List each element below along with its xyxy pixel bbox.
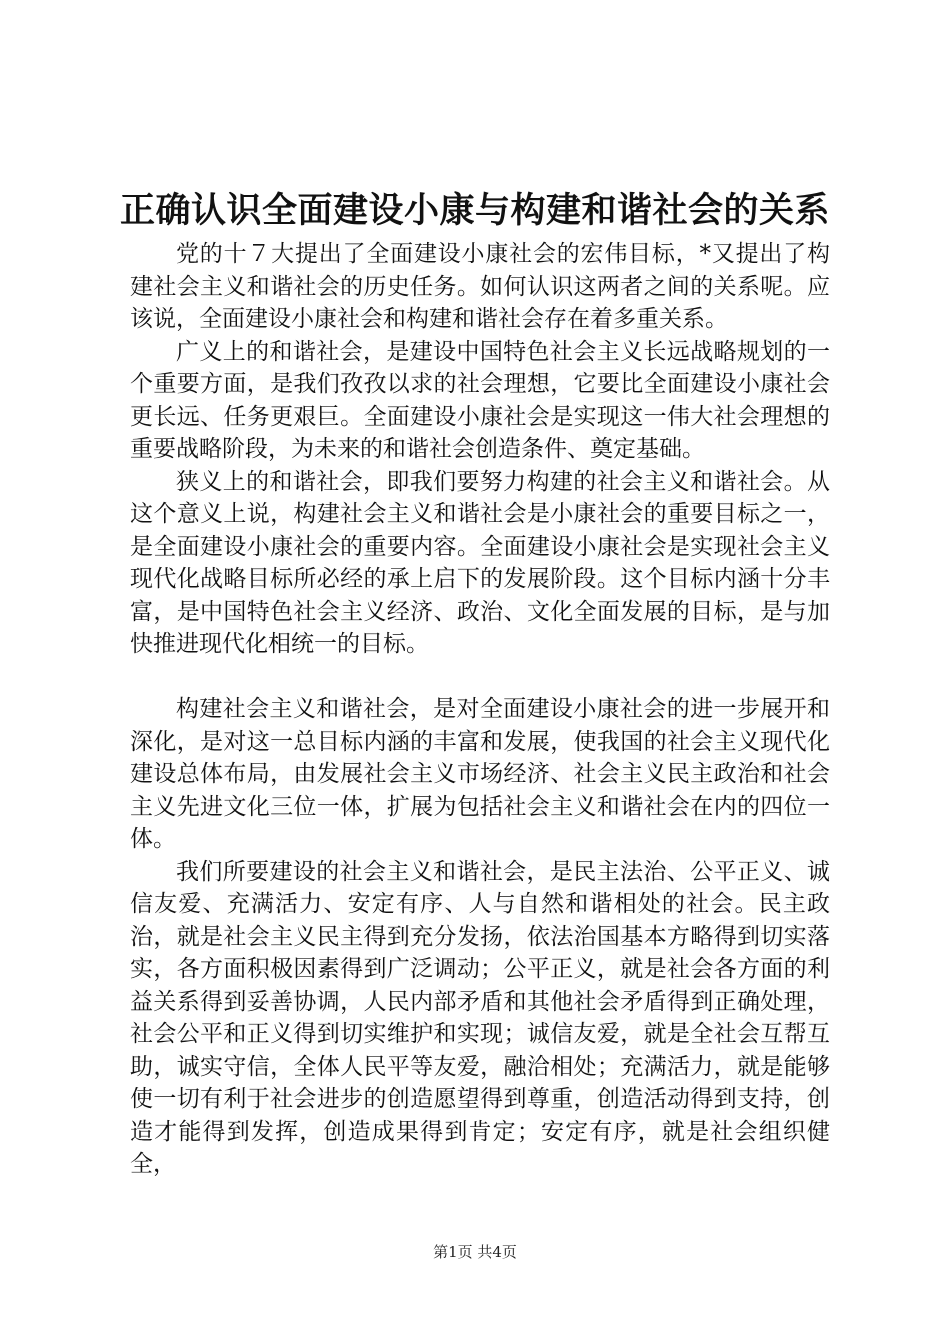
page-number-footer: 第1页 共4页: [433, 1243, 517, 1261]
paragraph-1: 党的十７大提出了全面建设小康社会的宏伟目标，*又提出了构建社会主义和谐社会的历史任务。如何认识这两者之间的关系呢。应该说，全面建设小康社会和构建和谐社会存在着多重关系。: [130, 241, 830, 332]
paragraph-4: 构建社会主义和谐社会，是对全面建设小康社会的进一步展开和深化，是对这一总目标内涵的丰富和发展，使我国的社会主义现代化建设总体布局，由发展社会主义市场经济、社会主义民主政治和社会主义先进文化三位一体，扩展为包括社会主义和谐社会在内的四位一体。: [130, 696, 830, 852]
paragraph-spacer: [130, 661, 830, 694]
paragraph-5: 我们所要建设的社会主义和谐社会，是民主法治、公平正义、诚信友爱、充满活力、安定有序、人与自然和谐相处的社会。民主政治，就是社会主义民主得到充分发扬，依法治国基本方略得到切实落实，各方面积极因素得到广泛调动；公平正义，就是社会各方面的利益关系得到妥善协调，人民内部矛盾和其他社会矛盾得到正确处理，社会公平和正义得到切实维护和实现；诚信友爱，就是全社会互帮互助，诚实守信，全体人民平等友爱，融洽相处；充满活力，就是能够使一切有利于社会进步的创造愿望得到尊重，创造活动得到支持，创造才能得到发挥，创造成果得到肯定；安定有序，就是社会组织健全，: [130, 858, 830, 1177]
document-body: [130, 238, 830, 1181]
document-title: 正确认识全面建设小康与构建和谐社会的关系: [119, 190, 830, 231]
paragraph-2: 广义上的和谐社会，是建设中国特色社会主义长远战略规划的一个重要方面，是我们孜孜以求的社会理想，它要比全面建设小康社会更长远、任务更艰巨。全面建设小康社会是实现这一伟大社会理想的重要战略阶段，为未来的和谐社会创造条件、奠定基础。: [130, 338, 830, 462]
paragraph-3: 狭义上的和谐社会，即我们要努力构建的社会主义和谐社会。从这个意义上说，构建社会主义和谐社会是小康社会的重要目标之一，是全面建设小康社会的重要内容。全面建设小康社会是实现社会主义现代化战略目标所必经的承上启下的发展阶段。这个目标内涵十分丰富，是中国特色社会主义经济、政治、文化全面发展的目标，是与加快推进现代化相统一的目标。: [130, 468, 830, 657]
